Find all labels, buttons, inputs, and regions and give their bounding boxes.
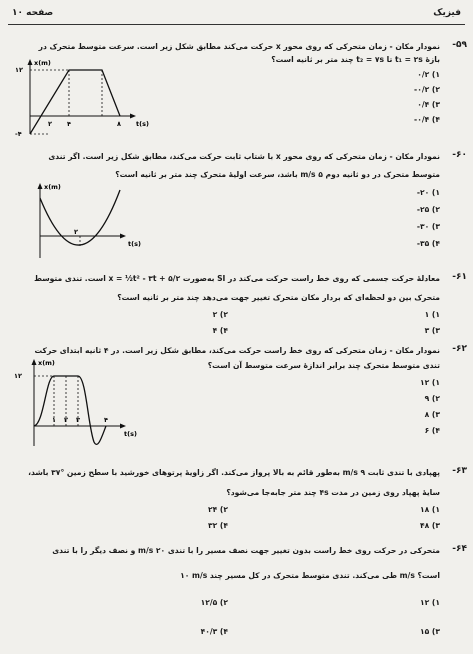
question-60-option-4[interactable]: -۳۵ (۴: [416, 239, 440, 248]
q62-xlabel: t(s): [124, 430, 137, 438]
question-59-line-1: نمودار مکان - زمان متحرکی که روی محور x حرکت می‌کند مطابق شکل زیر است. سرعت متوسط متحرک در: [38, 42, 440, 51]
question-61-number: -۶۱: [452, 272, 467, 282]
q59-tick-8: ۸: [117, 120, 121, 128]
question-63-option-2[interactable]: ۲۴ (۲: [207, 505, 228, 514]
question-62-option-1[interactable]: ۱۲ (۱: [419, 378, 440, 387]
question-60-option-1[interactable]: -۲۰ (۱: [416, 188, 440, 197]
question-61-option-3[interactable]: ۳ (۳: [424, 326, 440, 335]
q60-xlabel: t(s): [128, 240, 141, 248]
question-62-number: -۶۲: [452, 344, 467, 354]
question-62-option-3[interactable]: ۸ (۳: [424, 410, 440, 419]
question-64-line-1: متحرکی در حرکت روی خط راست بدون تغییر جهت نصف مسیر را با تندی ۲۰ m/s و نصف دیگر را با تندی: [52, 546, 440, 555]
question-59-option-4[interactable]: -۰/۴ (۴: [414, 115, 440, 124]
q59-tick-2: ۲: [48, 120, 52, 128]
question-60-option-2[interactable]: -۲۵ (۲: [416, 205, 440, 214]
q59-tick-12: ۱۲: [15, 66, 23, 74]
q60-ylabel: x(m): [44, 183, 61, 191]
question-60-line-2: متوسط متحرک در دو ثانیه دوم ۵ m/s باشد، سرعت اولیهٔ متحرک چند متر بر ثانیه است؟: [115, 170, 440, 179]
question-61-option-4[interactable]: ۴ (۴: [212, 326, 228, 335]
question-61-line-1: معادلهٔ حرکت جسمی که روی خط راست حرکت می‌کند در SI به‌صورت x = ½t² - ۳t + ۵/۲ است. تندی متوسط: [34, 274, 440, 283]
q60-tick-2: ۲: [74, 228, 78, 236]
question-63-option-1[interactable]: ۱۸ (۱: [419, 505, 440, 514]
question-62-line-1: نمودار مکان - زمان متحرکی که روی خط راست حرکت می‌کند، مطابق شکل زیر است. در ۴ ثانیه ابتدای حرکت: [34, 346, 440, 355]
question-62-option-2[interactable]: ۹ (۲: [424, 394, 440, 403]
question-59-option-3[interactable]: ۰/۴ (۳: [417, 100, 440, 109]
q59-tick-minus4: -۴: [15, 130, 22, 138]
q62-tick-4: ۴: [104, 416, 108, 424]
question-64-line-2: ۱۰ m/s طی می‌کند. تندی متوسط متحرک در کل مسیر چند m/s است؟: [180, 571, 440, 580]
q62-tick-2: ۲: [64, 416, 68, 424]
q59-xlabel: t(s): [136, 120, 149, 128]
question-59-graph: [12, 56, 162, 142]
question-61-option-2[interactable]: ۲ (۲: [212, 310, 228, 319]
question-59-option-2[interactable]: -۰/۲ (۲: [414, 85, 440, 94]
question-62-graph: [10, 356, 150, 450]
question-60-line-1: نمودار مکان - زمان متحرکی که روی محور x با شتاب ثابت حرکت می‌کند، مطابق شکل زیر است. اگر تندی: [48, 152, 440, 161]
question-63-option-3[interactable]: ۴۸ (۳: [419, 521, 440, 530]
question-64-option-2[interactable]: ۱۲/۵ (۲: [200, 598, 228, 607]
question-60-number: -۶۰: [452, 150, 467, 160]
question-63-line-1: پهپادی با تندی ثابت ۹ m/s به‌طور قائم به بالا پرواز می‌کند. اگر زاویهٔ پرتوهای خورشید با سطح زمین °۳۷ باشد،: [28, 468, 440, 477]
question-64-number: -۶۴: [452, 544, 467, 554]
question-59-number: -۵۹: [452, 40, 467, 50]
question-59-line-2: بازهٔ t₁ = ۲s تا t₂ = ۷s چند متر بر ثانیه است؟: [271, 55, 440, 64]
question-59-option-1[interactable]: ۰/۲ (۱: [417, 70, 440, 79]
question-60-option-3[interactable]: -۳۰ (۳: [416, 222, 440, 231]
q62-tick-1: ۱: [52, 416, 56, 424]
header-divider: [8, 24, 465, 25]
q59-tick-4: ۴: [67, 120, 71, 128]
question-64-option-4[interactable]: ۴۰/۳ (۴: [200, 627, 228, 636]
subject-title: فیزیک: [433, 8, 461, 18]
question-64-option-1[interactable]: ۱۲ (۱: [419, 598, 440, 607]
question-61-line-2: متحرک بین دو لحظه‌ای که بردار مکان متحرک تغییر جهت می‌دهد چند متر بر ثانیه است؟: [117, 293, 440, 302]
question-63-line-2: سایهٔ پهپاد روی زمین در مدت ۴s چند متر جابه‌جا می‌شود؟: [226, 488, 440, 497]
question-62-option-4[interactable]: ۶ (۴: [424, 426, 440, 435]
q62-ylabel: x(m): [38, 359, 55, 367]
q59-ylabel: x(m): [34, 59, 51, 67]
question-62-line-2: تندی متوسط متحرک چند برابر اندازهٔ سرعت متوسط آن است؟: [207, 361, 440, 370]
question-61-option-1[interactable]: ۱ (۱: [424, 310, 440, 319]
question-60-graph: [30, 180, 160, 262]
page-number: صفحه ۱۰: [12, 8, 54, 18]
q62-tick-3: ۳: [76, 416, 80, 424]
q62-tick-12: ۱۲: [14, 372, 22, 380]
question-64-option-3[interactable]: ۱۵ (۳: [419, 627, 440, 636]
question-63-number: -۶۳: [452, 466, 467, 476]
question-63-option-4[interactable]: ۳۲ (۴: [207, 521, 228, 530]
